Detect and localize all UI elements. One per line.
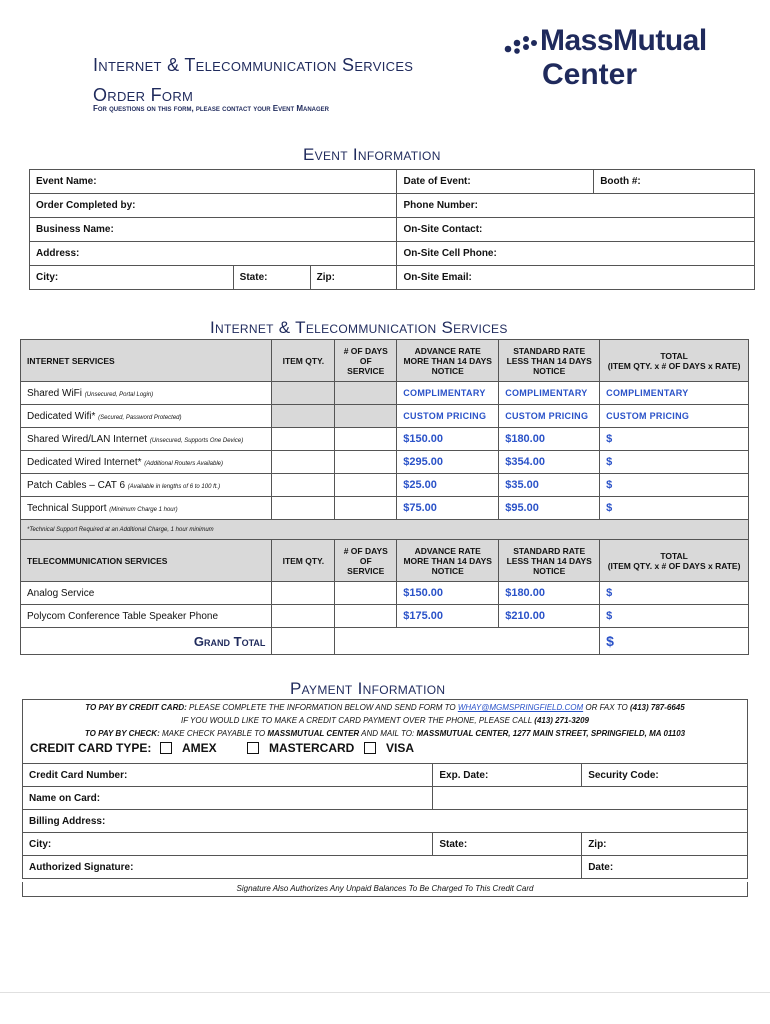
cc-instructions: TO PAY BY CREDIT CARD: PLEASE COMPLETE THE INFORMATION BELOW AND SEND FORM TO WHAY@MGMSPRINGFIELD.COM OR FAX TO (413) 787-6645	[85, 703, 685, 712]
standard-rate: $35.00	[499, 474, 600, 497]
days-header: # OF DAYS OF SERVICE	[335, 540, 397, 582]
address-field[interactable]: Address:	[30, 242, 397, 266]
days-input[interactable]	[335, 474, 397, 497]
signature-date-field[interactable]: Date:	[582, 856, 748, 879]
table-row	[21, 451, 749, 474]
logo-text-massmutual: MassMutual	[540, 24, 707, 57]
service-label: Dedicated Wifi* (Secured, Password Protected)	[21, 405, 272, 428]
logo-dots-icon	[504, 34, 538, 54]
row-total: COMPLIMENTARY	[600, 382, 749, 405]
security-code-field[interactable]: Security Code:	[582, 764, 748, 787]
qty-input[interactable]	[272, 474, 335, 497]
advance-rate: $25.00	[397, 474, 499, 497]
phone-number-field[interactable]: Phone Number:	[397, 194, 755, 218]
grand-total-qty	[272, 628, 335, 655]
advance-rate: $150.00	[397, 582, 499, 605]
signature-field[interactable]: Authorized Signature:	[23, 856, 582, 879]
item-qty-header: ITEM QTY.	[272, 340, 335, 382]
qty-input[interactable]	[272, 382, 335, 405]
standard-rate: CUSTOM PRICING	[499, 405, 600, 428]
form-title	[93, 50, 413, 110]
days-input[interactable]	[335, 405, 397, 428]
table-row	[21, 382, 749, 405]
table-row	[21, 497, 749, 520]
advance-rate-header: ADVANCE RATE MORE THAN 14 DAYS NOTICE	[397, 340, 499, 382]
advance-rate: $295.00	[397, 451, 499, 474]
title-line-2: Order Form	[93, 85, 194, 105]
advance-rate-header: ADVANCE RATE MORE THAN 14 DAYS NOTICE	[397, 540, 499, 582]
mastercard-checkbox[interactable]	[247, 742, 259, 754]
total-header-l1: TOTAL	[660, 350, 688, 361]
total-header-l2: (ITEM QTY. x # OF DAYS x RATE)	[607, 360, 741, 371]
row-total[interactable]: $	[600, 605, 749, 628]
telecom-header-row	[21, 540, 749, 582]
exp-date-field[interactable]: Exp. Date:	[433, 764, 582, 787]
city-field[interactable]: City:	[30, 266, 234, 290]
qty-input[interactable]	[272, 605, 335, 628]
total-header	[600, 340, 749, 382]
service-label: Patch Cables – CAT 6 (Available in lengths of 6 to 100 ft.)	[21, 474, 272, 497]
logo-text-center: Center	[542, 58, 638, 91]
footnote-row	[21, 520, 749, 540]
qty-input[interactable]	[272, 451, 335, 474]
card-number-field[interactable]: Credit Card Number:	[23, 764, 433, 787]
visa-checkbox[interactable]	[364, 742, 376, 754]
order-completed-by-field[interactable]: Order Completed by:	[30, 194, 397, 218]
service-label: Shared WiFi (Unsecured, Portal Login)	[21, 382, 272, 405]
onsite-email-field[interactable]: On-Site Email:	[397, 266, 755, 290]
services-heading: Internet & Telecommunication Services	[210, 318, 508, 337]
event-name-field[interactable]: Event Name:	[30, 170, 397, 194]
qty-input[interactable]	[272, 428, 335, 451]
row-total[interactable]: $	[600, 451, 749, 474]
email-link[interactable]: WHAY@MGMSPRINGFIELD.COM	[457, 703, 584, 712]
event-info-table	[29, 169, 755, 290]
row-total[interactable]: $	[600, 474, 749, 497]
billing-city-field[interactable]: City:	[23, 833, 433, 856]
row-total[interactable]: $	[600, 497, 749, 520]
advance-rate: CUSTOM PRICING	[397, 405, 499, 428]
advance-rate: COMPLIMENTARY	[397, 382, 499, 405]
service-label: Shared Wired/LAN Internet (Unsecured, Supports One Device)	[21, 428, 272, 451]
item-qty-header: ITEM QTY.	[272, 540, 335, 582]
onsite-cell-field[interactable]: On-Site Cell Phone:	[397, 242, 755, 266]
payment-info-heading: Payment Information	[290, 679, 446, 698]
service-label: Polycom Conference Table Speaker Phone	[21, 605, 272, 628]
table-row	[21, 405, 749, 428]
qty-input[interactable]	[272, 582, 335, 605]
telecom-services-header: TELECOMMUNICATION SERVICES	[21, 540, 272, 582]
service-label: Dedicated Wired Internet* (Additional Routers Available)	[21, 451, 272, 474]
service-label: Analog Service	[21, 582, 272, 605]
qty-input[interactable]	[272, 497, 335, 520]
table-row	[21, 582, 749, 605]
total-header	[600, 540, 749, 582]
grand-total-label: Grand Total	[21, 628, 272, 655]
row-total[interactable]: $	[600, 428, 749, 451]
credit-card-type-row	[22, 737, 748, 763]
table-row	[21, 474, 749, 497]
signature-note: Signature Also Authorizes Any Unpaid Balances To Be Charged To This Credit Card	[22, 882, 748, 897]
billing-address-field[interactable]: Billing Address:	[23, 810, 748, 833]
billing-zip-field[interactable]: Zip:	[582, 833, 748, 856]
table-row	[21, 428, 749, 451]
days-input[interactable]	[335, 497, 397, 520]
days-input[interactable]	[335, 382, 397, 405]
grand-total-spacer	[335, 628, 600, 655]
standard-rate: $95.00	[499, 497, 600, 520]
tech-support-footnote: *Technical Support Required at an Additional Charge, 1 hour minimum	[21, 520, 749, 540]
days-input[interactable]	[335, 428, 397, 451]
grand-total-value[interactable]: $	[600, 628, 749, 655]
row-total: CUSTOM PRICING	[600, 405, 749, 428]
form-subtitle: For questions on this form, please contact your Event Manager	[93, 104, 330, 113]
event-info-heading: Event Information	[303, 145, 441, 164]
table-row	[21, 605, 749, 628]
total-header-l2: (ITEM QTY. x # OF DAYS x RATE)	[607, 560, 741, 571]
date-of-event-field[interactable]: Date of Event:	[397, 170, 594, 194]
standard-rate: $210.00	[499, 605, 600, 628]
phone-instructions: IF YOU WOULD LIKE TO MAKE A CREDIT CARD PAYMENT OVER THE PHONE, PLEASE CALL (413) 271-3209	[181, 716, 589, 725]
page-divider	[0, 992, 770, 993]
advance-rate: $150.00	[397, 428, 499, 451]
visa-label: VISA	[386, 741, 415, 755]
state-field[interactable]: State:	[233, 266, 310, 290]
amex-checkbox[interactable]	[160, 742, 172, 754]
advance-rate: $75.00	[397, 497, 499, 520]
standard-rate: $180.00	[499, 428, 600, 451]
standard-rate-header: STANDARD RATE LESS THAN 14 DAYS NOTICE	[499, 540, 600, 582]
standard-rate: $354.00	[499, 451, 600, 474]
days-input[interactable]	[335, 605, 397, 628]
standard-rate: $180.00	[499, 582, 600, 605]
name-on-card-blank	[433, 787, 748, 810]
name-on-card-field[interactable]: Name on Card:	[23, 787, 433, 810]
services-table	[20, 339, 749, 655]
payment-instructions	[22, 699, 748, 741]
standard-rate-header: STANDARD RATE LESS THAN 14 DAYS NOTICE	[499, 340, 600, 382]
grand-total-row	[21, 628, 749, 655]
internet-services-header: INTERNET SERVICES	[21, 340, 272, 382]
business-name-field[interactable]: Business Name:	[30, 218, 397, 242]
mastercard-label: MASTERCARD	[269, 741, 355, 755]
cc-type-label: CREDIT CARD TYPE:	[30, 741, 152, 755]
row-total[interactable]: $	[600, 582, 749, 605]
days-input[interactable]	[335, 582, 397, 605]
check-instructions: TO PAY BY CHECK: MAKE CHECK PAYABLE TO MASSMUTUAL CENTER AND MAIL TO: MASSMUTUAL CENTER, 1277 MAIN STREET, SPRINGFIELD, MA 01103	[84, 729, 686, 738]
zip-field[interactable]: Zip:	[310, 266, 397, 290]
service-label: Technical Support (Minimum Charge 1 hour)	[21, 497, 272, 520]
total-header-l1: TOTAL	[660, 550, 688, 561]
internet-header-row	[21, 340, 749, 382]
title-line-1: Internet & Telecommunication Services	[93, 55, 414, 75]
days-input[interactable]	[335, 451, 397, 474]
days-header: # OF DAYS OF SERVICE	[335, 340, 397, 382]
massmutual-center-logo	[500, 24, 740, 94]
booth-field[interactable]: Booth #:	[594, 170, 755, 194]
advance-rate: $175.00	[397, 605, 499, 628]
standard-rate: COMPLIMENTARY	[499, 382, 600, 405]
billing-state-field[interactable]: State:	[433, 833, 582, 856]
payment-table	[22, 763, 748, 879]
amex-label: AMEX	[182, 741, 217, 755]
onsite-contact-field[interactable]: On-Site Contact:	[397, 218, 755, 242]
qty-input[interactable]	[272, 405, 335, 428]
